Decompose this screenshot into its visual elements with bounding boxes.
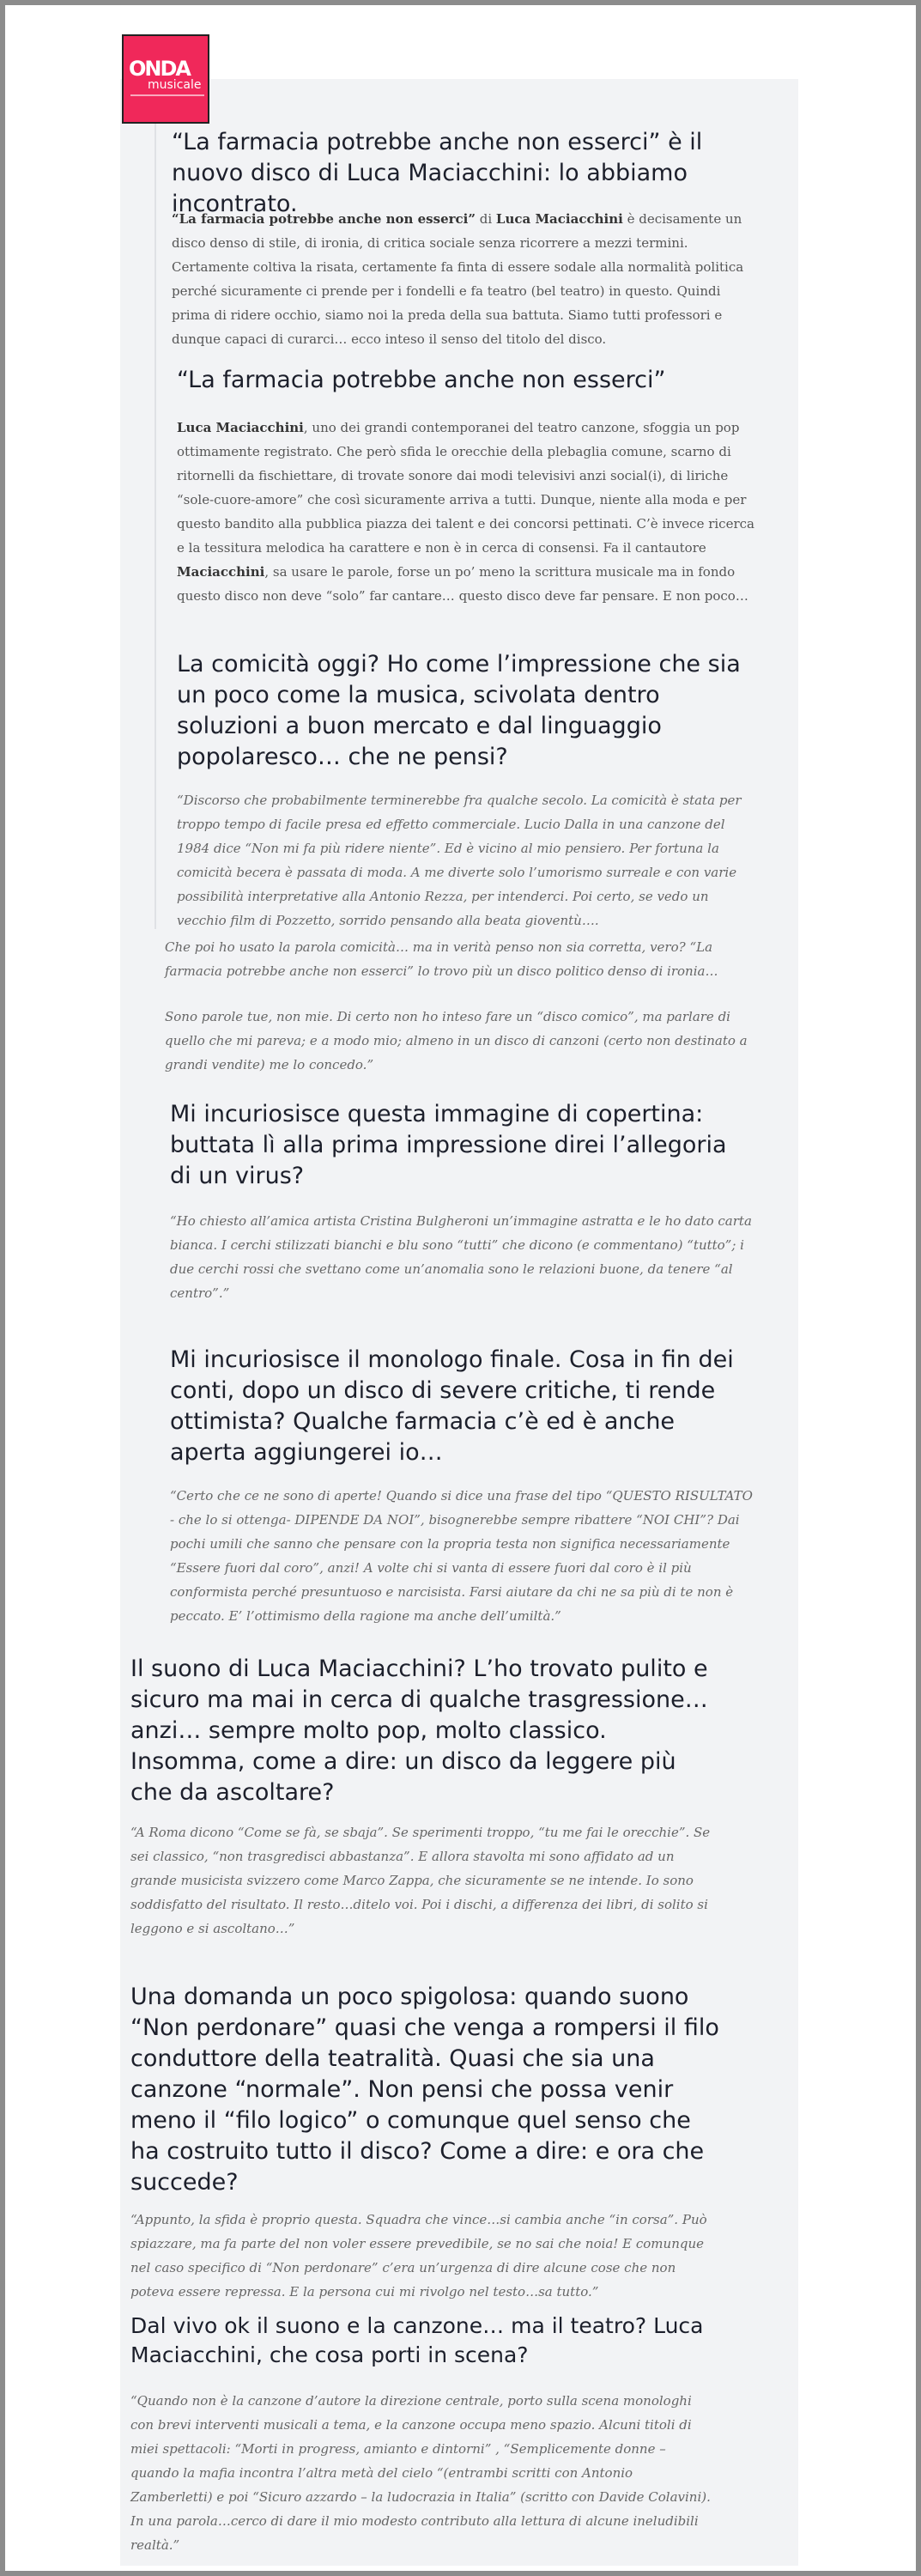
article-title: “La farmacia potrebbe anche non esserci” è il nuovo disco di Luca Maciacchini: lo abbiamo incontrato. [172,129,703,217]
section-name1: Luca Maciacchini [177,420,304,435]
intro-artist: Luca Maciacchini [495,211,623,227]
logo-line2: musicale [148,78,202,92]
answer-2: “Ho chiesto all’amica artista Cristina Bulgheroni un’immagine astratta e le ho dato carta bianca. I cerchi stilizzati bianchi e blu sono “tutti” che dicono (e commentano) “tutto”; i due cerchi rossi che svettano come un’anomalia sono le relazioni buone, da tenere “al centro”.” [170,1213,752,1301]
answer-3: “Certo che ce ne sono di aperte! Quando si dice una frase del tipo “QUESTO RISULTATO - che lo si ottenga- DIPENDE DA NOI”, bisognerebbe sempre ribattere “NOI CHI”? Dai pochi umili che sanno che pensare con la propria testa non significa necessariamente “Essere fuori dal coro”, anzi! A volte chi si vanta di essere fuori dal coro è il più conformista perché presuntuoso e narcisista. Farsi aiutare da chi ne sa più di te non è peccato. E’ l’ottimismo della ragione ma anche dell’umiltà.” [170,1488,753,1624]
answer-5: “Appunto, la sfida è proprio questa. Squadra che vince…si cambia anche “in corsa”. Può spiazzare, ma fa parte del non voler essere prevedibile, se no sai che noia! E comunque nel caso specifico di “Non perdonare” c’era un’urgenza di dire alcune cose che non poteva essere repressa. E la persona cui mi rivolgo nel testo…sa tutto.” [130,2212,707,2300]
logo-line1: ONDA [129,57,190,81]
question-1: La comicità oggi? Ho come l’impressione che sia un poco come la musica, scivolata dentro soluzioni a buon mercato e dal linguaggio popolaresco… che ne pensi? [177,651,741,770]
question-6: Dal vivo ok il suono e la canzone… ma il teatro? Luca Maciacchini, che cosa porti in scena? [130,2313,704,2367]
section-text1: , uno dei grandi contemporanei del teatro canzone, sfoggia un pop ottimamente registrato. Che però sfida le orecchie della plebaglia comune, scarno di ritornelli da fischiettare, di trovate sonore dai modi televisivi anzi social(i), di liriche “sole-cuore-amore” che così sicuramente arriva a tutti. Dunque, niente alla moda e per questo bandito alla pubblica piazza dei talent e dei concorsi pettinati. C’è invece ricerca e la tessitura melodica ha carattere e non è in cerca di consensi. Fa il cantautore [177,420,754,556]
question-4: Il suono di Luca Maciacchini? L’ho trovato pulito e sicuro ma mai in cerca di qualche trasgressione… anzi… sempre molto pop, molto classico. Insomma, come a dire: un disco da leggere più che da ascoltare? [130,1656,708,1806]
intro-mid: di [475,211,496,227]
logo-underline [130,94,204,96]
question-5: Una domanda un poco spigolosa: quando suono “Non perdonare” quasi che venga a rompersi il filo conduttore della teatralità. Quasi che sia una canzone “normale”. Non pensi che possa venir meno il “filo logico” o comunque quel senso che ha costruito tutto il disco? Come a dire: e ora che succede? [130,1984,719,2196]
section-heading: “La farmacia potrebbe anche non esserci” [177,367,666,393]
section-paragraph [177,416,757,608]
onda-musicale-logo[interactable] [122,34,209,124]
section-name2: Maciacchini [177,564,265,580]
answer-1-cont1: Che poi ho usato la parola comicità… ma in verità penso non sia corretta, vero? “La farmacia potrebbe anche non esserci” lo trovo più un disco politico denso di ironia… [165,939,718,979]
question-3: Mi incuriosisce il monologo finale. Cosa in fin dei conti, dopo un disco di severe critiche, ti rende ottimista? Qualche farmacia c’è ed è anche aperta aggiungerei io… [170,1346,734,1466]
answer-1: “Discorso che probabilmente terminerebbe fra qualche secolo. La comicità è stata per troppo tempo di facile presa ed effetto commerciale. Lucio Dalla in una canzone del 1984 dice “Non mi fa più ridere niente”. Ed è vicino al mio pensiero. Per fortuna la comicità becera è passata di moda. A me diverte solo l’umorismo surreale e con varie possibilità interpretative alla Antonio Rezza, per intenderci. Poi certo, se vedo un vecchio film di Pozzetto, sorrido pensando alla beata gioventù…. [177,793,742,928]
answer-1-cont2: Sono parole tue, non mie. Di certo non ho inteso fare un “disco comico”, ma parlare di quello che mi pareva; e a modo mio; almeno in un disco di canzoni (certo non destinato a grandi vendite) me lo concedo.” [165,1009,748,1072]
question-2: Mi incuriosisce questa immagine di copertina: buttata lì alla prima impressione direi l’allegoria di un virus? [170,1101,727,1189]
intro-rest: è decisamente un disco denso di stile, di ironia, di critica sociale senza ricorrere a mezzi termini. Certamente coltiva la risata, certamente fa finta di essere sodale alla normalità politica perché sicuramente ci prende per i fondelli e fa teatro (bel teatro) in questo. Quindi prima di ridere occhio, siamo noi la preda della sua battuta. Siamo tutti professori e dunque capaci di curarci… ecco inteso il senso del titolo del disco. [172,211,744,347]
quote-rule [155,122,156,929]
intro-album: “La farmacia potrebbe anche non esserci” [172,211,476,227]
answer-6: “Quando non è la canzone d’autore la direzione centrale, porto sulla scena monologhi con brevi interventi musicali a tema, e la canzone occupa meno spazio. Alcuni titoli di miei spettacoli: “Morti in progress, amianto e dintorni” , “Semplicemente donne – quando la mafia incontra l’altra metà del cielo “(entrambi scritti con Antonio Zamberletti) e poi “Sicuro azzardo – la ludocrazia in Italia” (scritto con Davide Colavini). In una parola…cerco di dare il mio modesto contributo alla lettura di alcune ineludibili realtà.” [130,2393,711,2553]
answer-4: “A Roma dicono “Come se fà, se sbaja”. Se sperimenti troppo, “tu me fai le orecchie”. Se sei classico, “non trasgredisci abbastanza”. E allora stavolta mi sono affidato ad un grande musicista svizzero come Marco Zappa, che sicuramente se ne intende. Io sono soddisfatto del risultato. Il resto…ditelo voi. Poi i dischi, a differenza dei libri, di solito si leggono e si ascoltano…” [130,1825,711,1936]
section-text2: , sa usare le parole, forse un po’ meno la scrittura musicale ma in fondo questo disco non deve “solo” far cantare… questo disco deve far pensare. E non poco… [177,564,748,604]
intro-paragraph [172,207,747,351]
